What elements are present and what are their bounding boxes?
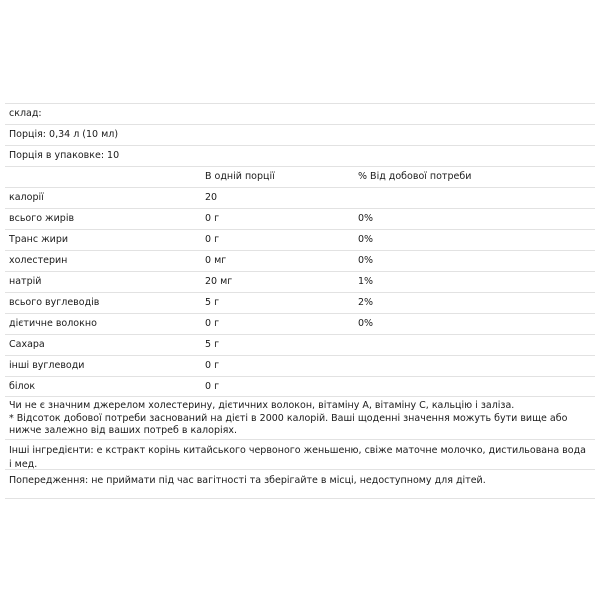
other-ingredients: Інші інгредієнти: е кстракт корінь китайського червоного женьшеню, свіже маточне молочко, дистильована вода і мед.: [5, 439, 595, 469]
nutrient-daily-value: 2%: [358, 297, 374, 308]
table-header-row: [5, 166, 595, 187]
warnings: Попередження: не приймати під час вагітності та зберігайте в місці, недоступному для дітей.: [5, 469, 595, 499]
table-row: [5, 313, 595, 334]
nutrient-daily-value: 1%: [358, 276, 374, 287]
nutrient-name: Транс жири: [9, 234, 69, 245]
table-row: [5, 250, 595, 271]
table-row: [5, 208, 595, 229]
nutrient-name: всього вуглеводів: [9, 297, 100, 308]
nutrient-amount: 0 г: [205, 213, 220, 224]
footnote-line-2: * Відсоток добової потреби заснований на дієті в 2000 калорій. Ваші щоденні значення можуть бути вище або нижче залежно від ваших потреб в калоріях.: [9, 412, 568, 436]
composition-label: склад:: [9, 108, 42, 119]
table-row: [5, 271, 595, 292]
composition-label-row: [5, 103, 595, 124]
table-row: [5, 355, 595, 376]
header-daily-value: % Від добової потреби: [358, 171, 472, 182]
table-row: [5, 229, 595, 250]
nutrient-amount: 0 г: [205, 234, 220, 245]
nutrient-amount: 5 г: [205, 339, 220, 350]
nutrient-daily-value: 0%: [358, 234, 374, 245]
nutrient-rows: [5, 187, 595, 397]
nutrient-daily-value: 0%: [358, 213, 374, 224]
nutrient-amount: 20: [205, 192, 218, 203]
nutrient-amount: 20 мг: [205, 276, 233, 287]
nutrition-facts: [5, 103, 595, 499]
nutrient-amount: 0 г: [205, 318, 220, 329]
table-row: [5, 334, 595, 355]
nutrient-name: калорії: [9, 192, 44, 203]
footnote-line-1: Чи не є значним джерелом холестерину, дієтичних волокон, вітаміну А, вітаміну С, кальцію і заліза.: [9, 400, 515, 411]
footnotes: [5, 397, 595, 439]
nutrient-name: всього жирів: [9, 213, 75, 224]
nutrient-amount: 5 г: [205, 297, 220, 308]
nutrient-amount: 0 мг: [205, 255, 227, 266]
nutrient-name: інші вуглеводи: [9, 360, 85, 371]
table-row: [5, 376, 595, 397]
nutrient-name: холестерин: [9, 255, 68, 266]
servings-per-pack-row: [5, 145, 595, 166]
nutrient-name: білок: [9, 381, 36, 392]
nutrient-daily-value: 0%: [358, 255, 374, 266]
serving-size: Порція: 0,34 л (10 мл): [9, 129, 119, 140]
table-row: [5, 187, 595, 208]
nutrient-amount: 0 г: [205, 381, 220, 392]
nutrient-daily-value: 0%: [358, 318, 374, 329]
table-row: [5, 292, 595, 313]
nutrient-name: Сахара: [9, 339, 45, 350]
nutrient-amount: 0 г: [205, 360, 220, 371]
nutrient-name: дієтичне волокно: [9, 318, 97, 329]
servings-per-pack: Порція в упаковке: 10: [9, 150, 120, 161]
serving-size-row: [5, 124, 595, 145]
header-per-serving: В одній порції: [205, 171, 275, 182]
nutrient-name: натрій: [9, 276, 42, 287]
